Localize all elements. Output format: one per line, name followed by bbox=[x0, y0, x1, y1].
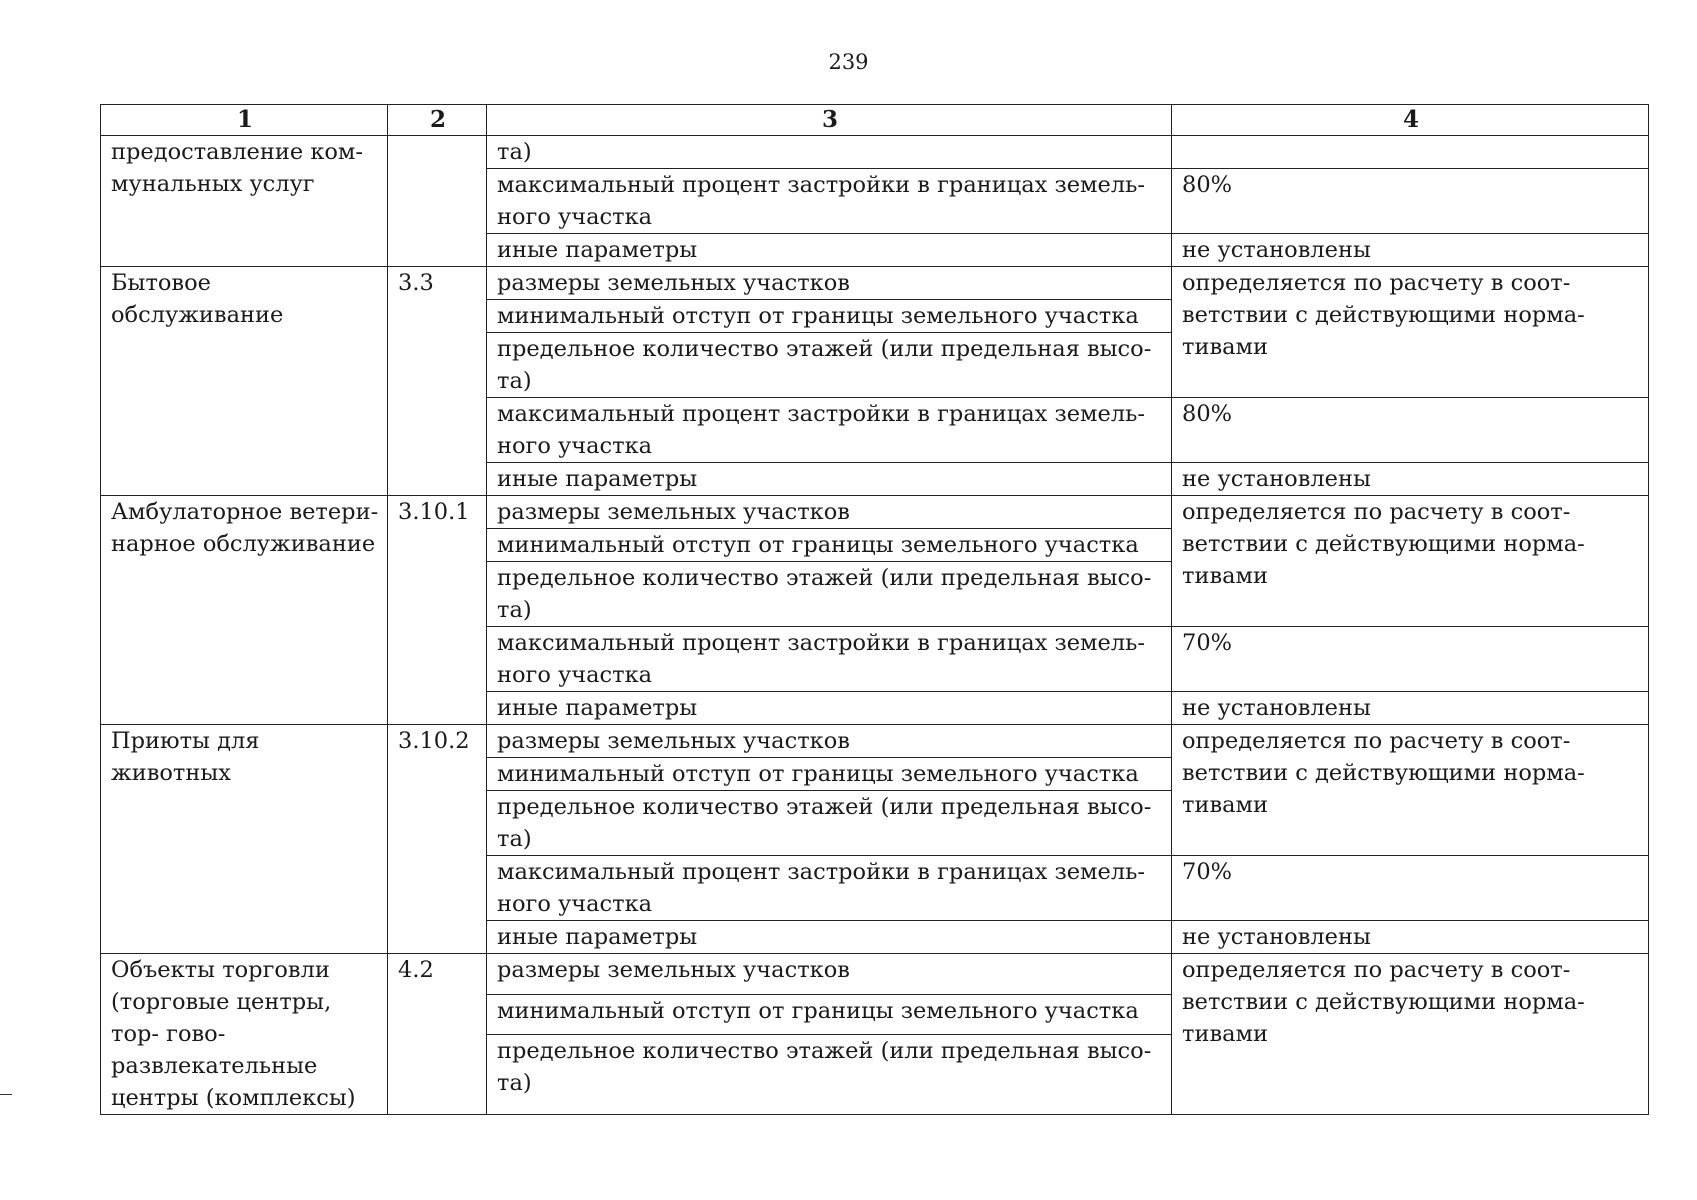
param-value: 80% bbox=[1172, 398, 1649, 463]
margin-mark bbox=[0, 1094, 12, 1095]
param-name: иные параметры bbox=[487, 463, 1172, 496]
param-name: иные параметры bbox=[487, 921, 1172, 954]
param-value bbox=[1172, 136, 1649, 169]
param-value: не установлены bbox=[1172, 234, 1649, 267]
param-value: определяется по расчету в соот- ветствии с действующими норма- тивами bbox=[1172, 725, 1649, 856]
regulations-table bbox=[100, 104, 1649, 1115]
use-type-code: 3.10.2 bbox=[388, 725, 487, 954]
use-type-name: Амбулаторное ветери- нарное обслуживание bbox=[101, 496, 388, 725]
header-col-1: 1 bbox=[101, 105, 388, 136]
param-value: не установлены bbox=[1172, 463, 1649, 496]
use-type-code bbox=[388, 136, 487, 267]
table-header-row bbox=[101, 105, 1649, 136]
param-name: максимальный процент застройки в границах земель- ного участка bbox=[487, 627, 1172, 692]
param-value: определяется по расчету в соот- ветствии с действующими норма- тивами bbox=[1172, 496, 1649, 627]
param-value: определяется по расчету в соот- ветствии с действующими норма- тивами bbox=[1172, 954, 1649, 1115]
param-value: не установлены bbox=[1172, 692, 1649, 725]
param-name: размеры земельных участков bbox=[487, 954, 1172, 995]
param-name: предельное количество этажей (или предельная высо- та) bbox=[487, 791, 1172, 856]
param-name: та) bbox=[487, 136, 1172, 169]
param-value: определяется по расчету в соот- ветствии с действующими норма- тивами bbox=[1172, 267, 1649, 398]
param-name: размеры земельных участков bbox=[487, 725, 1172, 758]
param-name: максимальный процент застройки в границах земель- ного участка bbox=[487, 398, 1172, 463]
use-type-name: Объекты торговли (торговые центры, тор- гово-развлекательные центры (комплексы) bbox=[101, 954, 388, 1115]
use-type-name: Приюты для животных bbox=[101, 725, 388, 954]
header-col-3: 3 bbox=[487, 105, 1172, 136]
param-value: 70% bbox=[1172, 627, 1649, 692]
param-name: предельное количество этажей (или предельная высо- та) bbox=[487, 1035, 1172, 1115]
table-row bbox=[101, 267, 1649, 300]
use-type-code: 3.3 bbox=[388, 267, 487, 496]
param-name: предельное количество этажей (или предельная высо- та) bbox=[487, 562, 1172, 627]
param-name: минимальный отступ от границы земельного участка bbox=[487, 300, 1172, 333]
table-row bbox=[101, 725, 1649, 758]
param-value: 70% bbox=[1172, 856, 1649, 921]
param-name: размеры земельных участков bbox=[487, 267, 1172, 300]
param-name: максимальный процент застройки в границах земель- ного участка bbox=[487, 856, 1172, 921]
use-type-name: предоставление ком- мунальных услуг bbox=[101, 136, 388, 267]
param-value: не установлены bbox=[1172, 921, 1649, 954]
param-name: максимальный процент застройки в границах земель- ного участка bbox=[487, 169, 1172, 234]
param-name: минимальный отступ от границы земельного участка bbox=[487, 994, 1172, 1035]
page-number: 239 bbox=[828, 50, 869, 74]
use-type-code: 3.10.1 bbox=[388, 496, 487, 725]
param-name: предельное количество этажей (или предельная высо- та) bbox=[487, 333, 1172, 398]
param-name: иные параметры bbox=[487, 234, 1172, 267]
header-col-4: 4 bbox=[1172, 105, 1649, 136]
param-name: минимальный отступ от границы земельного участка bbox=[487, 758, 1172, 791]
table-row bbox=[101, 954, 1649, 995]
param-value: 80% bbox=[1172, 169, 1649, 234]
header-col-2: 2 bbox=[388, 105, 487, 136]
use-type-name: Бытовое обслуживание bbox=[101, 267, 388, 496]
param-name: размеры земельных участков bbox=[487, 496, 1172, 529]
table-row bbox=[101, 136, 1649, 169]
table-row bbox=[101, 496, 1649, 529]
param-name: минимальный отступ от границы земельного участка bbox=[487, 529, 1172, 562]
param-name: иные параметры bbox=[487, 692, 1172, 725]
use-type-code: 4.2 bbox=[388, 954, 487, 1115]
